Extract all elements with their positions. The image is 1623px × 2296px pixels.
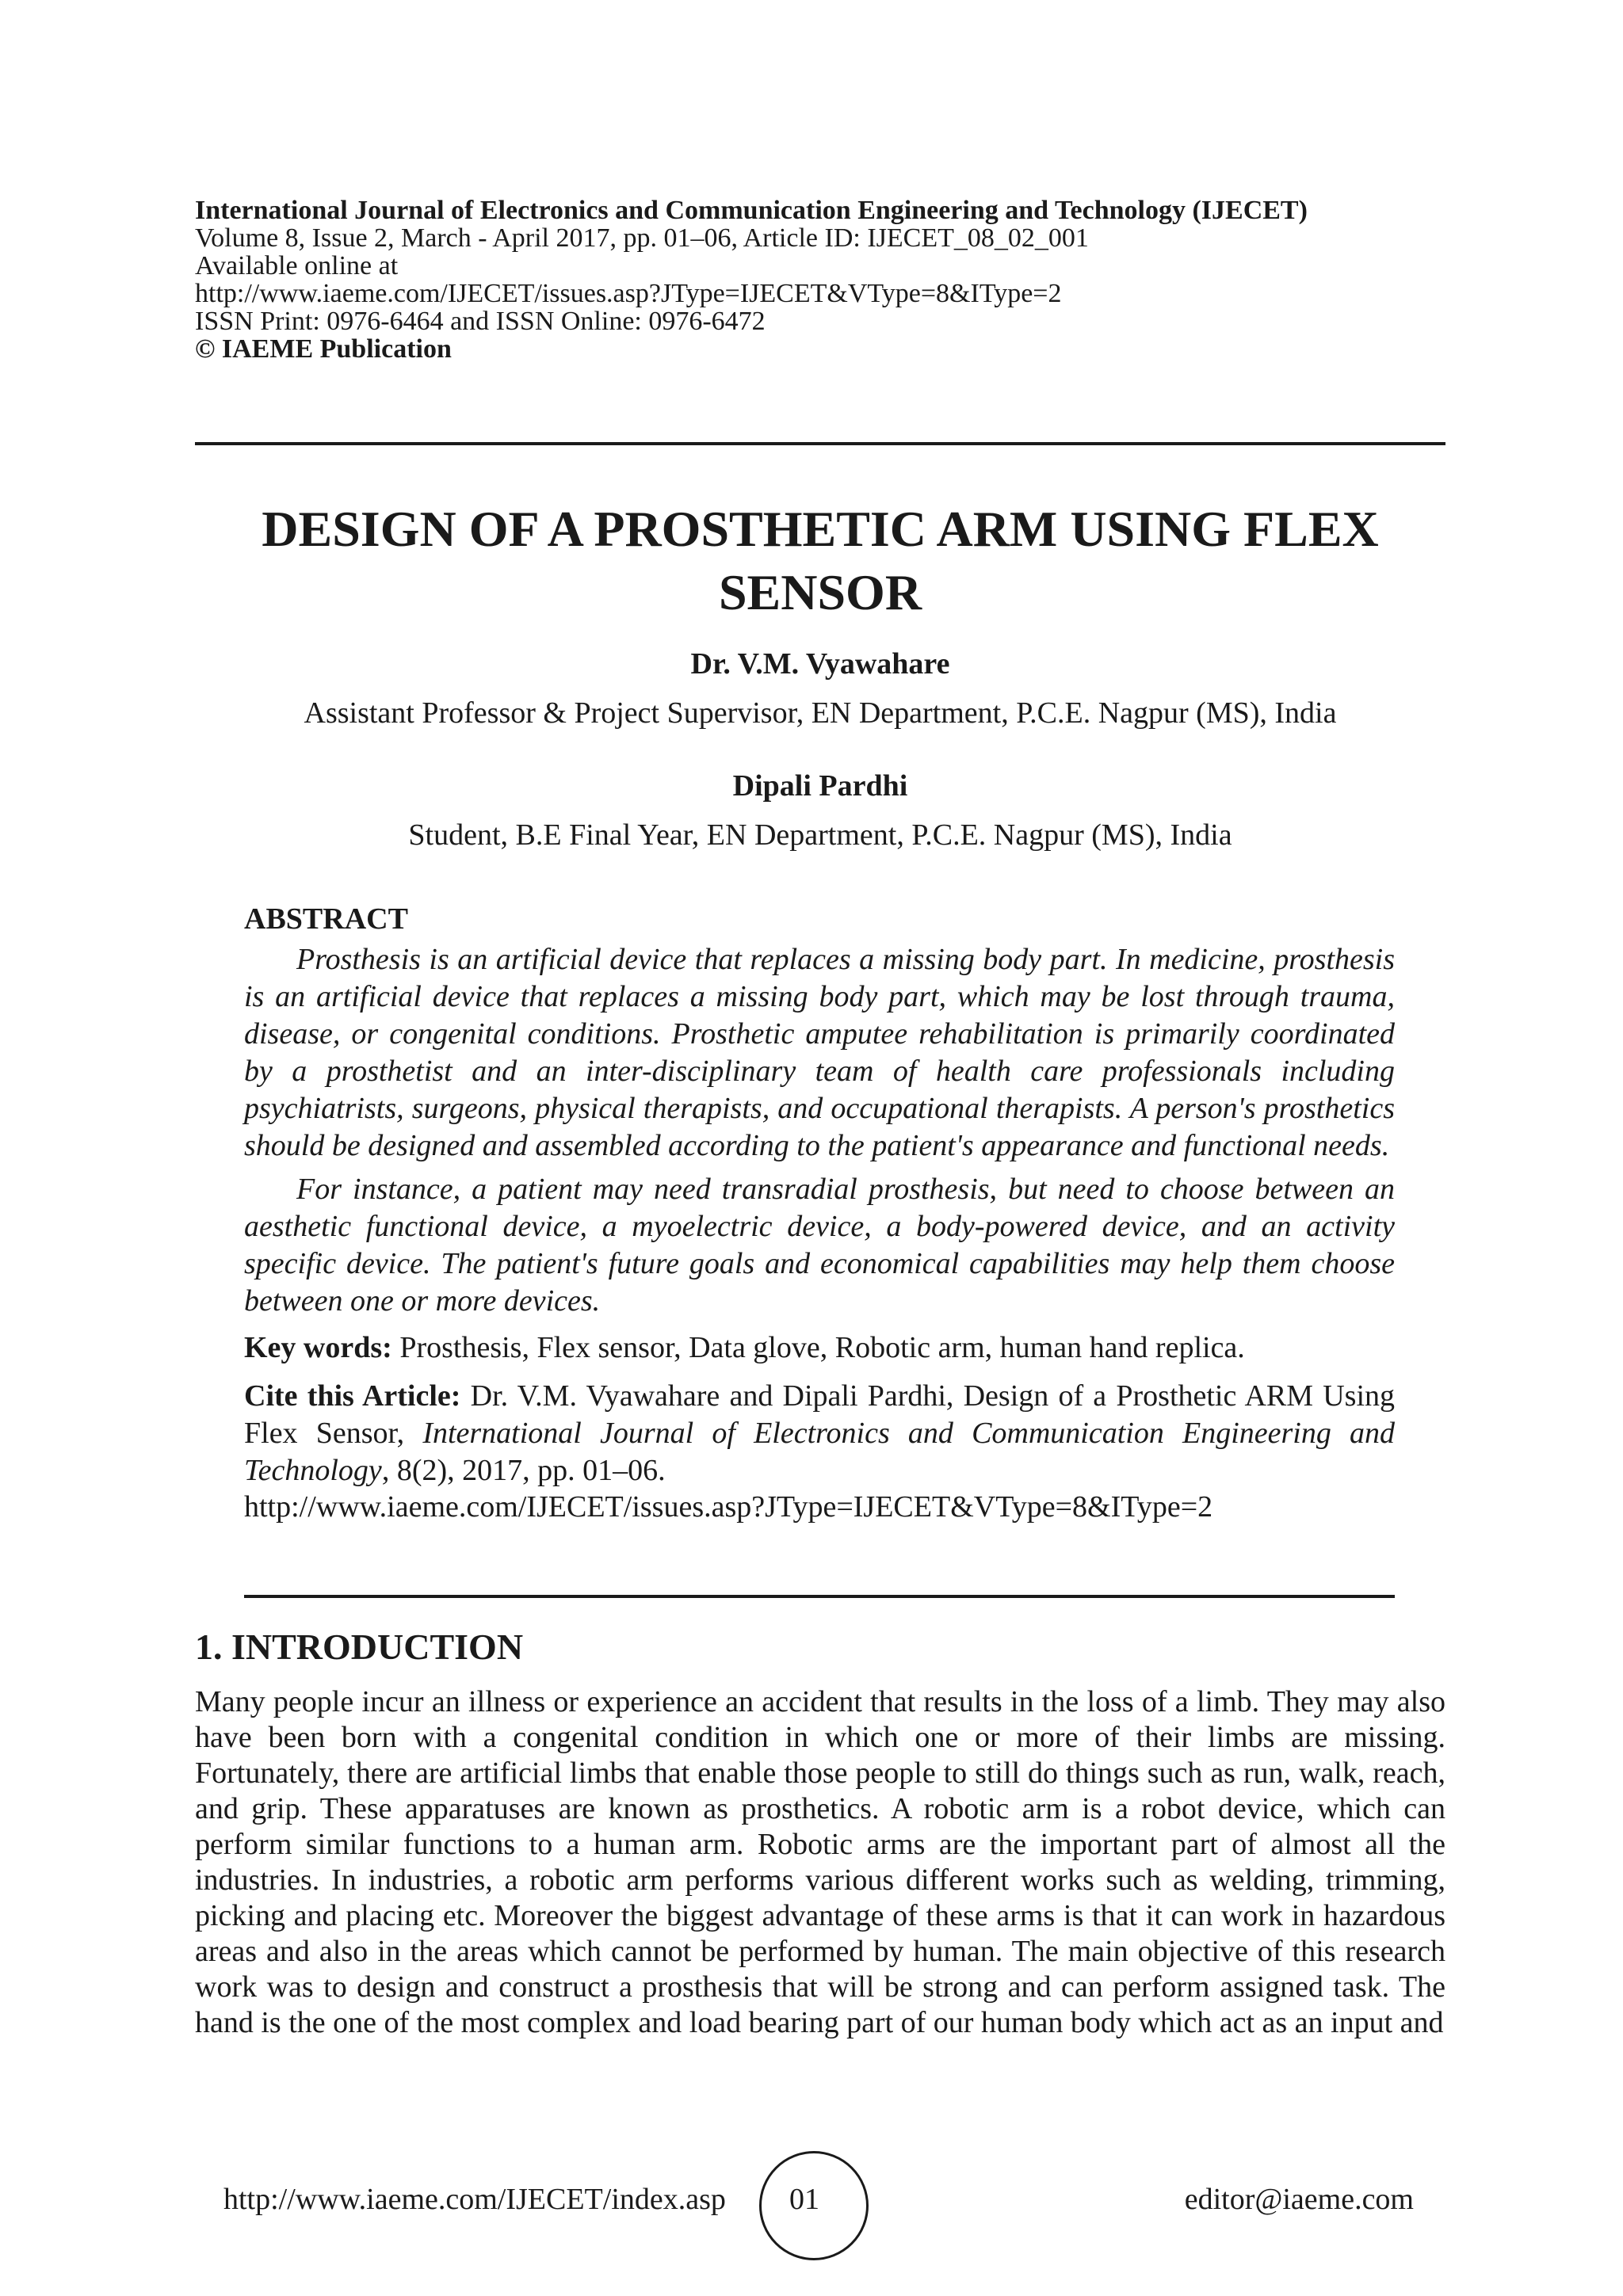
- author-affiliation: Student, B.E Final Year, EN Department, P.C.E. Nagpur (MS), India: [408, 818, 1232, 852]
- abstract-paragraph: For instance, a patient may need transradial prosthesis, but need to choose between an aesthetic functional device, a myoelectric device, a body-powered device, and an activity specific device. The patient's future goals and economical capabilities may help them choose between one or more devices.: [244, 1173, 1395, 1318]
- available-online-label: Available online at: [195, 251, 399, 280]
- keywords-line: [244, 1329, 1395, 1367]
- introduction-heading: 1. INTRODUCTION: [195, 1627, 524, 1667]
- footer-url[interactable]: http://www.iaeme.com/IJECET/index.asp: [223, 2183, 726, 2216]
- keywords-label: Key words:: [244, 1331, 392, 1364]
- publisher: © IAEME Publication: [195, 334, 452, 364]
- citation: [244, 1378, 1395, 1489]
- author-name: Dipali Pardhi: [732, 769, 908, 803]
- footer-email[interactable]: editor@iaeme.com: [1184, 2183, 1414, 2216]
- introduction-body: Many people incur an illness or experience an accident that results in the loss of a limb. They may also have been born with a congenital condition in which one or more of their limbs are missing. Fortunately, there are artificial limbs that enable those people to still do things such as run, walk, reach, and grip. These apparatuses are known as prosthetics. A robotic arm is a robot device, which can perform similar functions to a human arm. Robotic arms are the important part of almost all the industries. In industries, a robotic arm performs various different works such as welding, trimming, picking and placing etc. Moreover the biggest advantage of these arms is that it can work in hazardous areas and also in the areas which cannot be performed by human. The main objective of this research work was to design and construct a prosthesis that will be strong and can perform assigned task. The hand is the one of the most complex and load bearing part of our human body which act as an input and: [195, 1685, 1445, 2039]
- paper-title: DESIGN OF A PROSTHETIC ARM USING FLEX SENSOR: [262, 501, 1379, 620]
- issue-url[interactable]: http://www.iaeme.com/IJECET/issues.asp?JType=IJECET&VType=8&IType=2: [195, 279, 1062, 308]
- abstract-heading: ABSTRACT: [244, 902, 408, 936]
- header-divider: [195, 442, 1445, 445]
- cite-label: Cite this Article:: [244, 1379, 461, 1413]
- author-block-1: [195, 646, 1445, 730]
- cite-details: , 8(2), 2017, pp. 01–06.: [381, 1454, 666, 1487]
- cite-text: Dr. V.M. Vyawahare and Dipali Pardhi, Design of a Prosthetic ARM Using Flex Sensor,: [244, 1379, 1396, 1450]
- cite-journal: International Journal of Electronics and Communication Engineering and Technology: [244, 1417, 1396, 1487]
- journal-header: [195, 196, 1447, 363]
- author-block-2: [195, 769, 1445, 852]
- issn-line: ISSN Print: 0976-6464 and ISSN Online: 0976-6472: [195, 307, 766, 336]
- abstract-paragraph: Prosthesis is an artificial device that replaces a missing body part. In medicine, prosthesis is an artificial device that replaces a missing body part, which may be lost through trauma, disease, or congenital conditions. Prosthetic amputee rehabilitation is primarily coordinated by a prosthetist and an inter-disciplinary team of health care professionals including psychiatrists, surgeons, physical therapists, and occupational therapists. A person's prosthetics should be designed and assembled according to the patient's appearance and functional needs.: [244, 943, 1395, 1162]
- abstract-section: [244, 902, 1395, 1524]
- cite-url[interactable]: http://www.iaeme.com/IJECET/issues.asp?JType=IJECET&VType=8&IType=2: [244, 1490, 1213, 1524]
- journal-title: International Journal of Electronics and Communication Engineering and Technology (IJECET): [195, 196, 1308, 225]
- page-number: 01: [785, 2182, 824, 2217]
- author-affiliation: Assistant Professor & Project Supervisor, EN Department, P.C.E. Nagpur (MS), India: [304, 696, 1337, 730]
- volume-line: Volume 8, Issue 2, March - April 2017, pp. 01–06, Article ID: IJECET_08_02_001: [195, 223, 1089, 253]
- citation-divider: [244, 1595, 1395, 1598]
- author-name: Dr. V.M. Vyawahare: [690, 647, 950, 681]
- keywords-text: Prosthesis, Flex sensor, Data glove, Robotic arm, human hand replica.: [399, 1331, 1245, 1364]
